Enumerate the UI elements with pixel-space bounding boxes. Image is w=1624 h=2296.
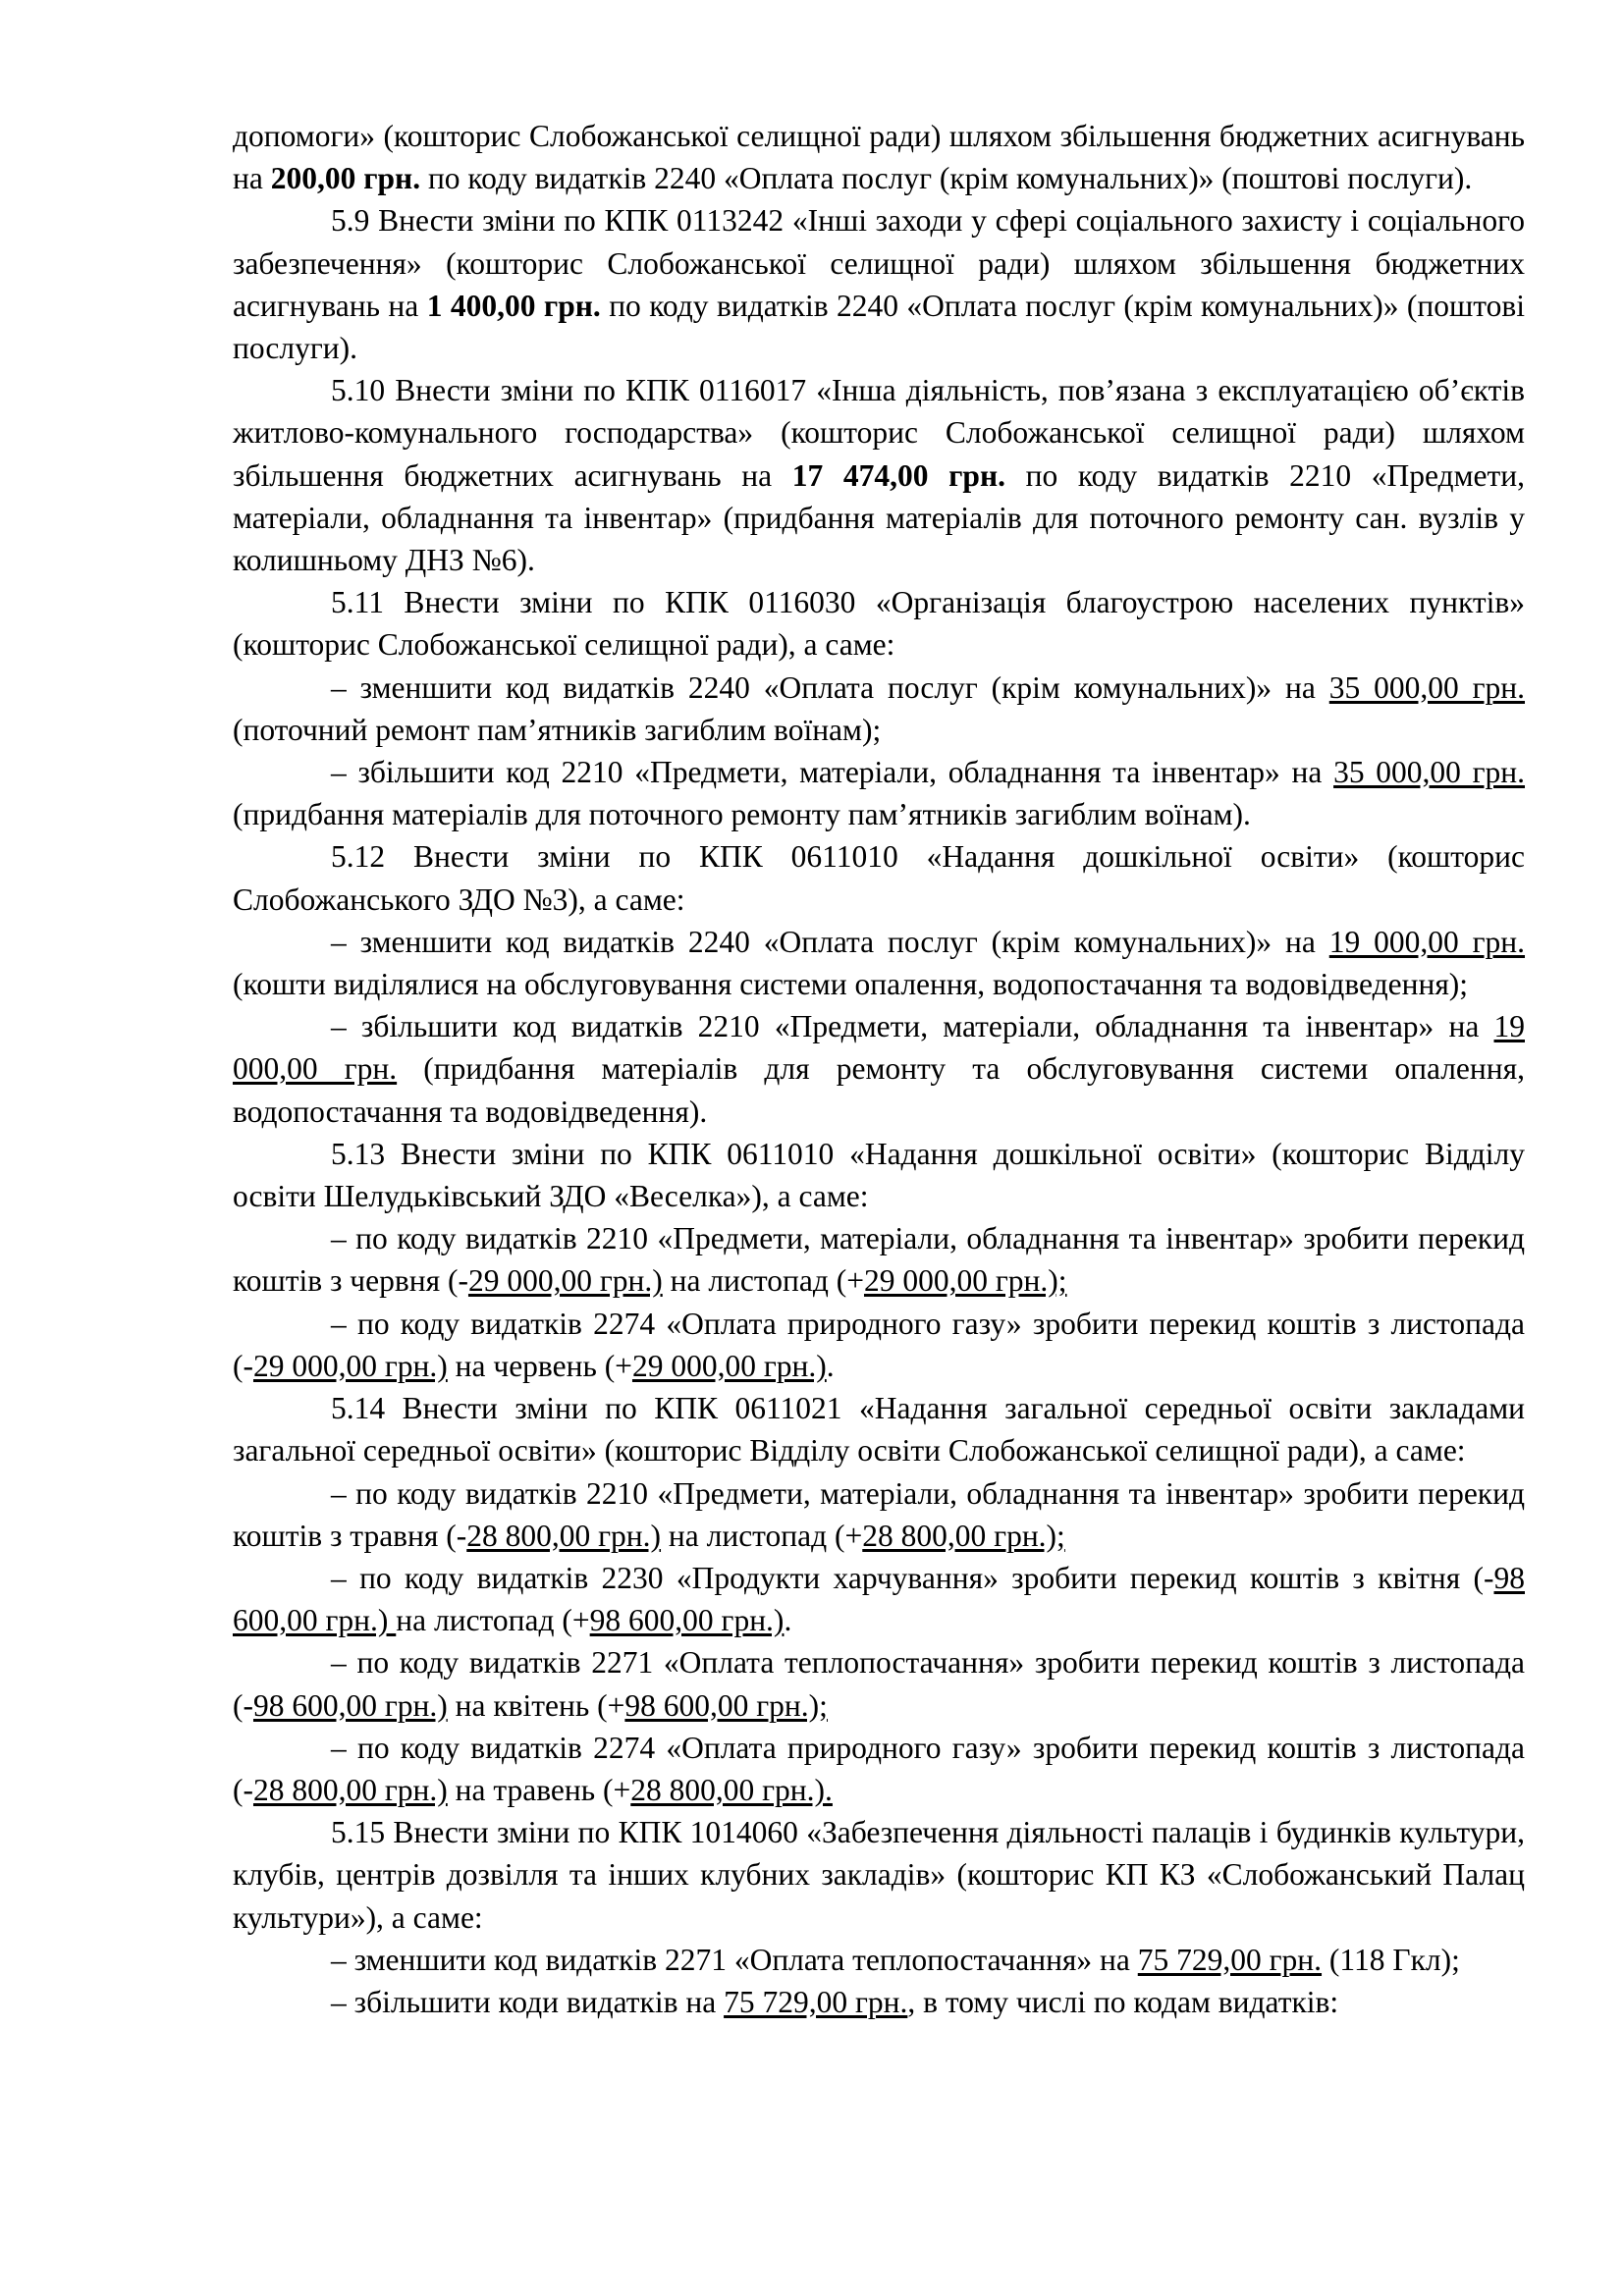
paragraph-continuation: допомоги» (кошторис Слобожанської селищної ради) шляхом збільшення бюджетних асигнувань на 200,00 грн. по коду видатків 2240 «Оплата послуг (крім комунальних)» (поштові послуги). — [233, 119, 1525, 196]
paragraph-5-9: 5.9 Внести зміни по КПК 0113242 «Інші заходи у сфері соціального захисту і соціального забезпечення» (кошторис Слобожанської селищної ради) шляхом збільшення бюджетних асигнувань на 1 400,00 грн. по коду видатків 2240 «Оплата послуг (крім комунальних)» (поштові послуги). — [233, 203, 1526, 366]
amount-bold: 200,00 грн. — [270, 161, 421, 196]
amount-underlined: 98 600,00 грн.) — [589, 1603, 785, 1638]
amount-underlined: 75 729,00 грн. — [724, 1984, 908, 2019]
paragraph-5-12: 5.12 Внести зміни по КПК 0611010 «Надання дошкільної освіти» (кошторис Слобожанського ЗДО №3), а саме: — [233, 839, 1525, 917]
paragraph-5-15: 5.15 Внести зміни по КПК 1014060 «Забезпечення діяльності палаців і будинків культури, клубів, центрів дозвілля та інших клубних закладів» (кошторис КП КЗ «Слобожанський Палац культури»), а саме: — [233, 1815, 1525, 1935]
amount-underlined: 28 800,00 грн.). — [630, 1772, 833, 1807]
amount-underlined: 28 800,00 грн.) — [252, 1772, 448, 1807]
amount-underlined: 75 729,00 грн. — [1137, 1942, 1323, 1977]
paragraph-5-10: 5.10 Внести зміни по КПК 0116017 «Інша діяльність, пов’язана з експлуатацією об’єктів житлово-комунального господарства» (кошторис Слобожанської селищної ради) шляхом збільшення бюджетних асигнувань на 17 474,00 грн. по коду видатків 2210 «Предмети, матеріали, обладнання та інвентар» (придбання матеріалів для поточного ремонту сан. вузлів у колишньому ДНЗ №6). — [233, 373, 1525, 578]
paragraph-5-14: 5.14 Внести зміни по КПК 0611021 «Надання загальної середньої освіти закладами загальної середньої освіти» (кошторис Відділу освіти Слобожанської селищної ради), а саме: — [233, 1391, 1525, 1468]
amount-underlined: 29 000,00 грн.) — [631, 1348, 827, 1383]
paragraph-5-11: 5.11 Внести зміни по КПК 0116030 «Організація благоустрою населених пунктів» (кошторис Слобожанської селищної ради), а саме: — [233, 585, 1525, 663]
amount-underlined: 35 000,00 грн. — [1328, 669, 1526, 705]
document-page — [233, 115, 1525, 2023]
list-item: – зменшити код видатків 2240 «Оплата послуг (крім комунальних)» на 19 000,00 грн. (кошти виділялися на обслуговування системи опалення, водопостачання та водовідведення); — [233, 924, 1526, 1002]
list-item: – по коду видатків 2210 «Предмети, матеріали, обладнання та інвентар» зробити перекид коштів з травня (-28 800,00 грн.) на листопад (+28 800,00 грн.); — [233, 1475, 1525, 1553]
amount-underlined: 98 600,00 грн.) — [252, 1687, 448, 1723]
list-item: – збільшити коди видатків на 75 729,00 грн., в тому числі по кодам видатків: — [331, 1984, 1339, 2019]
list-item: – зменшити код видатків 2240 «Оплата послуг (крім комунальних)» на 35 000,00 грн. (поточний ремонт пам’ятників загиблим воїнам); — [233, 669, 1526, 747]
amount-underlined: 29 000,00 грн.) — [467, 1263, 663, 1299]
list-item: – по коду видатків 2210 «Предмети, матеріали, обладнання та інвентар» зробити перекид коштів з червня (-29 000,00 грн.) на листопад (+29 000,00 грн.); — [233, 1221, 1525, 1299]
list-item: – по коду видатків 2230 «Продукти харчування» зробити перекид коштів з квітня (-98 600,00 грн.) на листопад (+98 600,00 грн.). — [233, 1560, 1525, 1638]
amount-underlined: 29 000,00 грн.) — [252, 1348, 448, 1383]
amount-underlined: 28 800,00 грн.); — [862, 1518, 1065, 1553]
amount-underlined: 98 600,00 грн.); — [624, 1687, 828, 1723]
paragraph-5-13: 5.13 Внести зміни по КПК 0611010 «Надання дошкільної освіти» (кошторис Відділу освіти Шелудьківський ЗДО «Веселка»), а саме: — [233, 1136, 1525, 1214]
amount-bold: 1 400,00 грн. — [426, 288, 601, 323]
amount-underlined: 29 000,00 грн.); — [863, 1263, 1067, 1299]
list-item: – по коду видатків 2274 «Оплата природного газу» зробити перекид коштів з листопада (-29 000,00 грн.) на червень (+29 000,00 грн.). — [233, 1306, 1525, 1383]
amount-underlined: 28 800,00 грн.) — [466, 1518, 662, 1553]
amount-underlined: 35 000,00 грн. — [1333, 755, 1526, 790]
list-item: – зменшити код видатків 2271 «Оплата теплопостачання» на 75 729,00 грн. (118 Гкл); — [331, 1942, 1460, 1977]
amount-underlined: 19 000,00 грн. — [1328, 924, 1526, 959]
list-item: – по коду видатків 2274 «Оплата природного газу» зробити перекид коштів з листопада (-28 800,00 грн.) на травень (+28 800,00 грн.). — [233, 1730, 1525, 1807]
amount-bold: 17 474,00 грн. — [791, 457, 1005, 493]
list-item: – по коду видатків 2271 «Оплата теплопостачання» зробити перекид коштів з листопада (-98 600,00 грн.) на квітень (+98 600,00 грн.); — [233, 1645, 1525, 1723]
amount-underlined: 98 600,00 грн.) — [233, 1560, 1525, 1638]
list-item: – збільшити код видатків 2210 «Предмети, матеріали, обладнання та інвентар» на 19 000,00 грн. (придбання матеріалів для ремонту та обслуговування системи опалення, водопостачання та водовідведення). — [233, 1009, 1525, 1129]
list-item: – збільшити код 2210 «Предмети, матеріали, обладнання та інвентар» на 35 000,00 грн. (придбання матеріалів для поточного ремонту пам’ятників загиблим воїнам). — [233, 755, 1526, 832]
amount-underlined: 19 000,00 грн. — [233, 1009, 1525, 1087]
